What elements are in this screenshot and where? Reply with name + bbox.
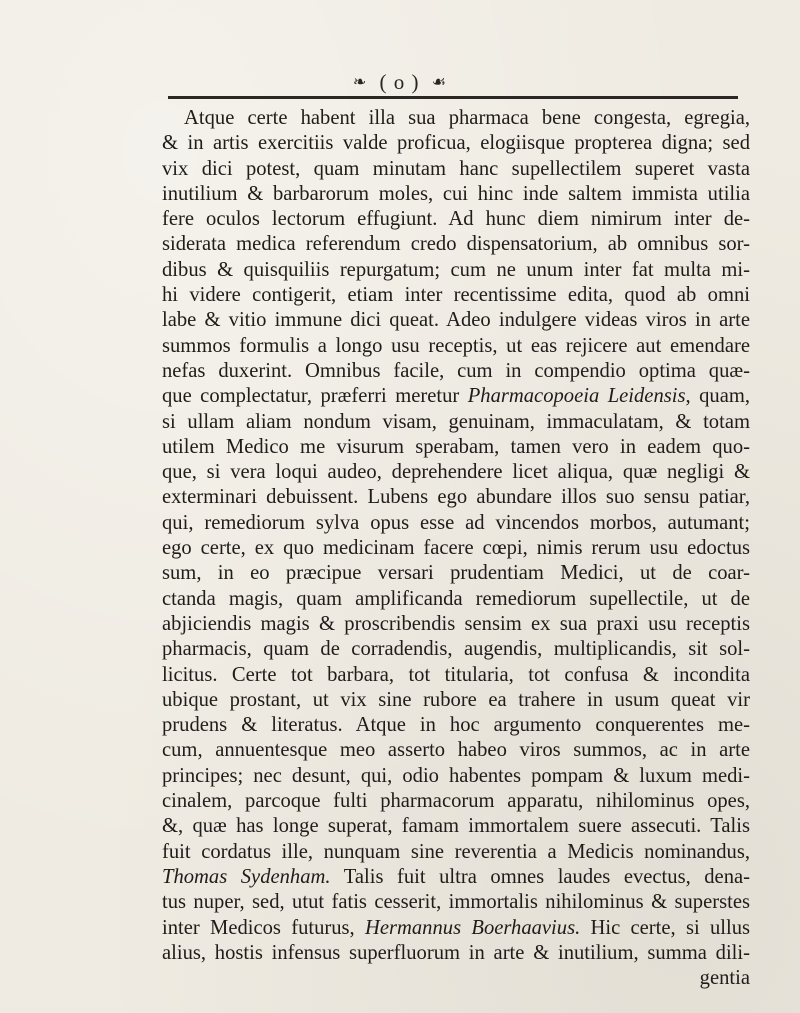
- text-line: hi videre contigerit, etiam inter recentissime edita, quod ab omni: [162, 284, 750, 307]
- text-line: tus nuper, sed, utut fatis cesserit, immortalis nihilominus & superstes: [162, 891, 750, 914]
- text-line: ego certe, ex quo medicinam facere cœpi, nimis rerum usu edoctus: [162, 537, 750, 560]
- text-line: licitus. Certe tot barbara, tot titularia, tot confusa & incondita: [162, 663, 750, 686]
- text-line: siderata medica referendum credo dispensatorium, ab omnibus sor-: [162, 233, 750, 256]
- text-line: labe & vitio immune dici queat. Adeo indulgere videas viros in arte: [162, 309, 750, 332]
- text-line-part: , quam,: [685, 385, 750, 408]
- text-line: prudens & literatus. Atque in hoc argumento conquerentes me-: [162, 714, 750, 737]
- page-number: ( o ): [379, 70, 420, 94]
- pharmacopoeia-title: Pharmacopoeia Leidensis: [467, 385, 686, 408]
- text-line-part: que complectatur, præferri meretur: [162, 385, 468, 408]
- text-line: [162, 865, 750, 890]
- text-line: exterminari debuissent. Lubens ego abundare illos suo sensu patiar,: [162, 486, 750, 509]
- text-line: inutilium & barbarorum moles, cui hinc inde saltem immista utilia: [162, 182, 750, 205]
- catchword: gentia: [699, 967, 750, 990]
- body-text: [162, 106, 750, 991]
- text-line: sum, in eo præcipue versari prudentiam Medici, ut de coar-: [162, 562, 750, 585]
- text-line: & in artis exercitiis valde proficua, elogiisque propterea digna; sed: [162, 132, 750, 155]
- boerhaave-name: Hermannus Boerhaavius.: [364, 916, 581, 939]
- text-line-part: Talis fuit ultra omnes laudes evectus, dena-: [330, 865, 750, 888]
- text-line: fere oculos lectorum effugiunt. Ad hunc diem nimirum inter de-: [162, 208, 750, 231]
- text-line: que, si vera loqui audeo, deprehendere licet aliqua, quæ negligi &: [162, 461, 750, 484]
- text-line: alius, hostis infensus superfluorum in arte & inutilium, summa dili-: [162, 941, 750, 964]
- sydenham-name: Thomas Sydenham.: [162, 865, 331, 888]
- text-line: fuit cordatus ille, nunquam sine reverentia a Medicis nominandus,: [162, 840, 750, 863]
- text-line-part: Hic certe, si ullus: [580, 916, 750, 939]
- header-rule: [168, 96, 738, 99]
- text-line: abjiciendis magis & proscribendis sensim ex sua praxi usu receptis: [162, 612, 750, 635]
- text-line: pharmacis, quam de corradendis, augendis, multiplicandis, sit sol-: [162, 638, 750, 661]
- text-line: summos formulis a longo usu receptis, ut eas rejicere aut emendare: [162, 334, 750, 357]
- text-line: qui, remediorum sylva opus esse ad vincendos morbos, autumant;: [162, 511, 750, 534]
- text-line: nefas duxerint. Omnibus facile, cum in compendio optima quæ-: [162, 359, 750, 382]
- text-line: si ullam aliam nondum visam, genuinam, immaculatam, & totam: [162, 410, 750, 433]
- left-ornament-icon: ❧: [352, 74, 368, 91]
- right-ornament-icon: ☙: [431, 74, 448, 91]
- text-line: ctanda magis, quam amplificanda remediorum supellectile, ut de: [162, 587, 750, 610]
- text-line: dibus & quisquiliis repurgatum; cum ne unum inter fat multa mi-: [162, 258, 750, 281]
- text-line: vix dici potest, quam minutam hanc supellectilem superet vasta: [162, 157, 750, 180]
- text-line: ubique prostant, ut vix sine rubore ea trahere in usum queat vir: [162, 688, 750, 711]
- text-line: Atque certe habent illa sua pharmaca bene congesta, egregia,: [184, 107, 750, 129]
- text-line: &, quæ has longe superat, famam immortalem suere assecuti. Talis: [162, 815, 750, 838]
- text-line: utilem Medico me visurum sperabam, tamen vero in eadem quo-: [162, 435, 750, 458]
- running-header: [0, 70, 800, 95]
- text-line: cum, annuentesque meo asserto habeo viros summos, ac in arte: [162, 739, 750, 762]
- text-line-part: inter Medicos futurus,: [162, 916, 365, 939]
- text-line: principes; nec desunt, qui, odio habentes pompam & luxum medi-: [162, 764, 750, 787]
- text-line: [162, 384, 750, 409]
- text-line: [162, 916, 750, 941]
- text-line: cinalem, parcoque fulti pharmacorum apparatu, nihilominus opes,: [162, 790, 750, 813]
